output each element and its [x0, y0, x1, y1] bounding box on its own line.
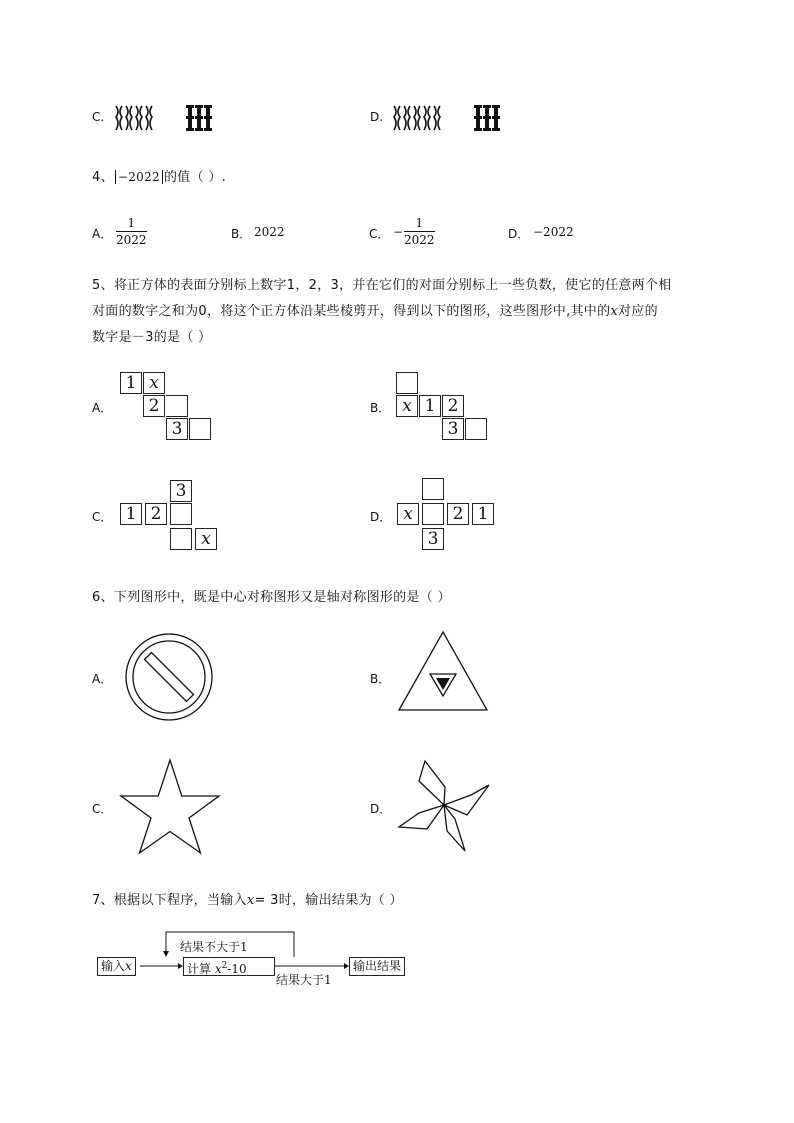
net-cell-x: x: [396, 395, 418, 417]
q5-stem-line2b: 对应的: [618, 304, 658, 319]
q4-c-numerator: 1: [415, 216, 424, 230]
q7-input-box: [97, 957, 136, 976]
q5-stem-line3: 数字是－3的是（ ）: [92, 330, 212, 345]
q7-variable-x: x: [246, 893, 255, 908]
q4-a-numerator: 1: [127, 216, 136, 230]
q7-calc-sup: 2: [221, 961, 228, 971]
q3-option-d-label[interactable]: D.: [370, 110, 384, 124]
q5-option-a-label[interactable]: A．: [92, 401, 113, 415]
q4-option-c-sign: −: [393, 225, 404, 239]
net-cell: 3: [442, 418, 464, 440]
q5-option-d-label[interactable]: D．: [370, 510, 392, 524]
q6-option-c-label[interactable]: C．: [92, 802, 113, 816]
net-cell: 1: [120, 372, 142, 394]
q5-option-c-label[interactable]: C．: [92, 510, 113, 524]
q4-a-denominator: 2022: [116, 233, 147, 247]
q4-option-b-label[interactable]: B．: [231, 227, 252, 241]
q6-stem: 6、下列图形中，既是中心对称图形又是轴对称图形的是（ ）: [92, 590, 451, 605]
q5-stem-line2a: 对面的数字之和为0，将这个正方体沿某些棱剪开，得到以下的图形，这些图形中,其中的: [92, 304, 611, 319]
q6-option-d-label[interactable]: D．: [370, 802, 392, 816]
q7-input-label: 输入: [101, 959, 126, 973]
q4-number: 4、: [92, 170, 114, 185]
net-cell: 1: [472, 503, 494, 525]
q4-stem-rest: 的值（ ）.: [163, 170, 227, 185]
net-cell-x: x: [143, 372, 165, 394]
q7-input-var: x: [125, 959, 132, 973]
q4-option-d-label[interactable]: D．: [508, 227, 530, 241]
q7-output-box: 输出结果: [349, 957, 405, 976]
q7-calc-prefix: 计算: [187, 962, 215, 976]
q4-c-denominator: 2022: [404, 233, 435, 247]
net-cell: 3: [422, 528, 444, 550]
q7-calc-box: [183, 957, 275, 976]
q5-option-b-label[interactable]: B．: [370, 401, 391, 415]
q3-option-c-label[interactable]: C.: [92, 110, 105, 124]
net-cell: 3: [166, 418, 188, 440]
q7-stem-b: = 3时，输出结果为（ ）: [254, 893, 403, 908]
q7-exit-label: 结果大于1: [276, 973, 332, 987]
q7-calc-var: x: [214, 962, 222, 976]
q4-option-c-label[interactable]: C．: [369, 227, 390, 241]
q4-abs-inner: 2022: [128, 170, 160, 184]
net-cell: 2: [145, 503, 167, 525]
net-cell: 2: [143, 395, 165, 417]
q4-option-d-value: −2022: [533, 225, 574, 239]
net-cell-x: x: [397, 503, 419, 525]
net-cell: 2: [442, 395, 464, 417]
net-cell: 3: [170, 480, 192, 502]
net-cell: 1: [120, 503, 142, 525]
q4-option-b-value: 2022: [254, 225, 285, 239]
net-cell-x: x: [195, 528, 217, 550]
q7-stem-a: 7、根据以下程序，当输入: [92, 893, 247, 908]
q6-option-b-label[interactable]: B．: [370, 672, 391, 686]
q5-stem-line1: 5、将正方体的表面分别标上数字1，2，3，并在它们的对面分别标上一些负数，使它的任意两个相: [92, 278, 672, 293]
net-cell: 1: [419, 395, 441, 417]
q4-abs-expression: −2022: [115, 170, 163, 184]
q5-variable-x: x: [610, 304, 619, 319]
net-cell: 2: [447, 503, 469, 525]
q7-loop-label: 结果不大于1: [180, 940, 248, 954]
q4-option-a-label[interactable]: A．: [92, 227, 113, 241]
q7-calc-suffix: -10: [227, 962, 247, 976]
q6-option-a-label[interactable]: A．: [92, 672, 113, 686]
